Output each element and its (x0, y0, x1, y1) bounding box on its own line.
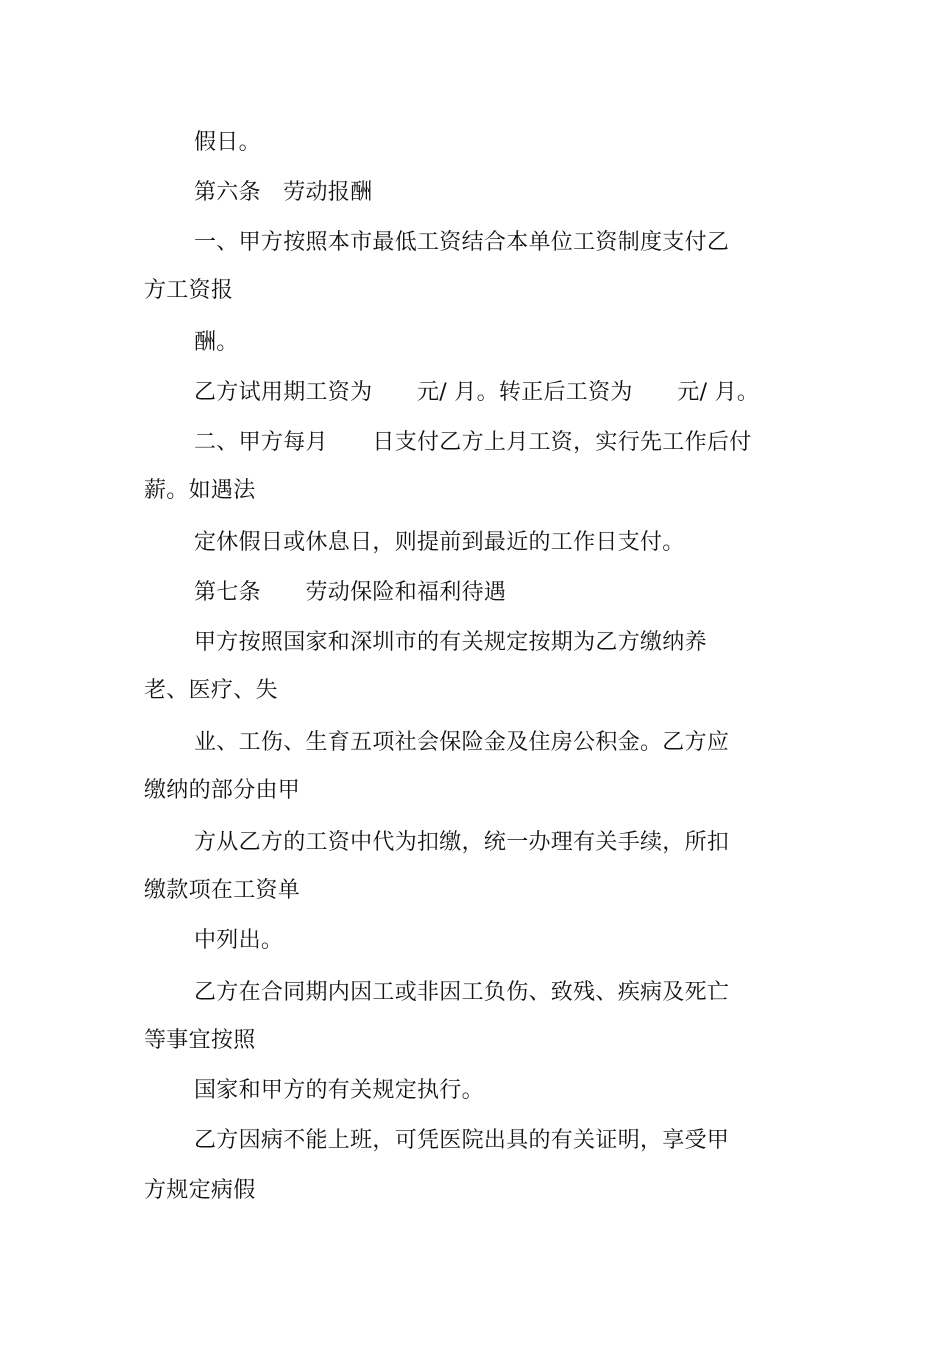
text-line: 中列出。 (194, 928, 284, 953)
text-line: 一、甲方按照本市最低工资结合本单位工资制度支付乙 (194, 230, 730, 255)
text-line: 国家和甲方的有关规定执行。 (194, 1078, 484, 1103)
text-line: 定休假日或休息日，则提前到最近的工作日支付。 (194, 530, 685, 555)
text-line: 方工资报 (144, 278, 234, 303)
text-line: 酬。 (194, 330, 239, 355)
section-heading-article-6: 第六条 劳动报酬 (194, 180, 373, 205)
text-line: 等事宜按照 (144, 1028, 256, 1053)
text-line: 方规定病假 (144, 1178, 256, 1203)
text-line: 假日。 (194, 130, 261, 155)
text-line: 乙方在合同期内因工或非因工负伤、致残、疾病及死亡 (194, 980, 730, 1005)
text-line: 老、医疗、失 (144, 678, 278, 703)
section-heading-article-7: 第七条 劳动保险和福利待遇 (194, 580, 507, 605)
text-line: 方从乙方的工资中代为扣缴，统一办理有关手续，所扣 (194, 830, 730, 855)
text-line: 缴款项在工资单 (144, 878, 301, 903)
text-line: 缴纳的部分由甲 (144, 778, 301, 803)
text-line: 甲方按照国家和深圳市的有关规定按期为乙方缴纳养 (194, 630, 707, 655)
text-line: 乙方因病不能上班，可凭医院出具的有关证明，享受甲 (194, 1128, 730, 1153)
text-line: 薪。如遇法 (144, 478, 256, 503)
text-line: 二、甲方每月 日支付乙方上月工资，实行先工作后付 (194, 430, 752, 455)
text-line: 乙方试用期工资为 元/ 月。转正后工资为 元/ 月。 (194, 380, 760, 405)
text-line: 业、工伤、生育五项社会保险金及住房公积金。乙方应 (194, 730, 730, 755)
